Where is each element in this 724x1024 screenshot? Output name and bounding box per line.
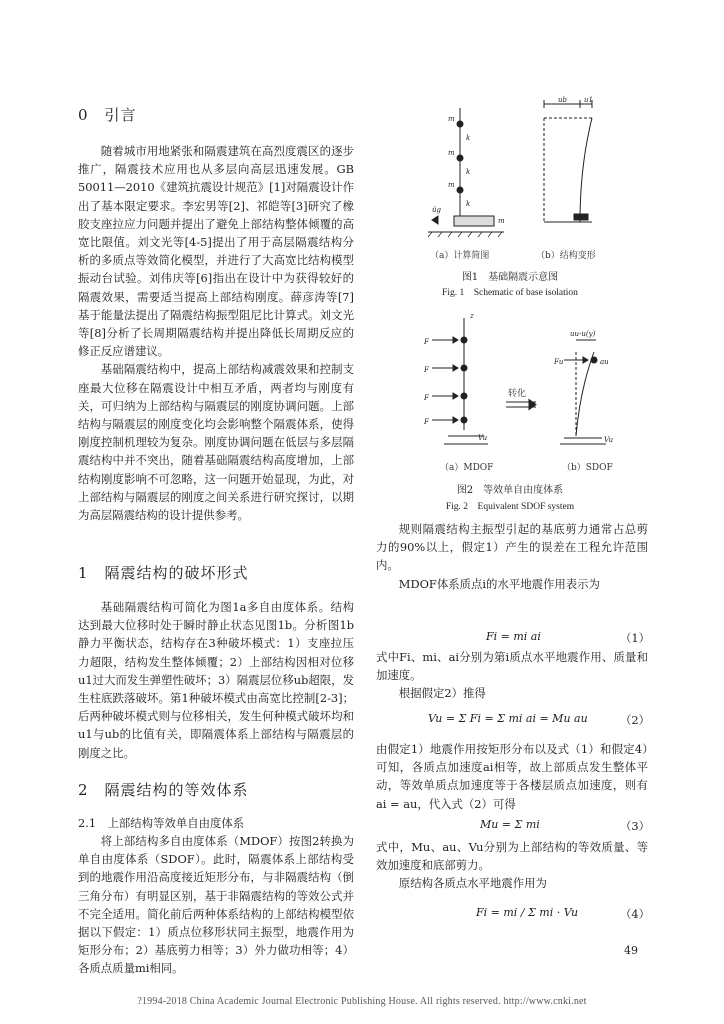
- section-2-paragraph-1: 将上部结构多自由度体系（MDOF）按图2转换为单自由度体系（SDOF）。此时，隔震体系上部结构受到的地震作用沿高度接近矩形分布，与非隔震结构（倒三角分布）有明显区别，基于非隔震结构的等效公式并不完全适用。简化前后两种体系结构的上部结构模型依据以下假定：1）质点位移形状同主振型，地震作用为矩形分布；2）基底剪力相等；3）外力做功相等；4）各质点质量mi相同。: [78, 834, 354, 976]
- svg-text:Vu: Vu: [604, 436, 614, 444]
- figure-2-caption-cn: 图2 等效单自由度体系: [456, 485, 564, 496]
- svg-text:u1: u1: [584, 96, 593, 104]
- intro-paragraph-1: 随着城市用地紧张和隔震建筑在高烈度震区的逐步推广，隔震技术应用也从多层向高层迅速发展。GB 50011—2010《建筑抗震设计规范》[1]对隔震设计作出了基本限定要求。李宏男等[2]、祁皑等[3]研究了橡胶支座拉应力问题并提出了避免上部结构整体倾覆的高宽比限值。刘文光等[4-5]提出了用于高层隔震结构分析的多质点等效简化模型，并进行了大高宽比结构模型振动台试验。刘伟庆等[6]指出在设计中为获得较好的隔震效果，需要适当提高上部结构刚度。薛彦涛等[7]基于能量法提出了隔震结构振型阻尼比计算式。刘文光等[8]分析了长周期隔震结构并提出降低长周期反应的修正反应谱建议。: [78, 144, 354, 359]
- section-1-title: 1 隔震结构的破坏形式: [78, 564, 249, 582]
- equation-3: Mu = Σ mi: [480, 818, 540, 831]
- copyright-footer: ?1994-2018 China Academic Journal Electronic Publishing House. All rights reserved. http://www.cnki.net: [137, 996, 587, 1007]
- section-2-paragraph-5: 根据假定2）推得: [398, 686, 486, 701]
- svg-text:z: z: [470, 312, 474, 320]
- section-1-paragraph: 基础隔震结构可简化为图1a多自由度体系。结构达到最大位移时处于瞬时静止状态见图1b。分析图1b静力平衡状态，结构存在3种破坏模式：1）支座拉压力超限，结构发生整体倾覆；2）上部结构因相对位移u1过大而发生弹塑性破坏；3）隔震层位移ub超限，发生柱底跌落破坏。第1种破坏模式由高宽比控制[2-3]；后两种破坏模式则与位移相关，发生何种模式破坏均和u1与ub的比值有关，即隔震体系上部结构与隔震层的刚度之比。: [78, 600, 354, 760]
- section-2-paragraph-3: MDOF体系质点i的水平地震作用表示为: [398, 576, 600, 591]
- equation-3-number: （3）: [620, 819, 651, 833]
- figure-2-subcaption-a: （a）MDOF: [440, 463, 494, 473]
- svg-text:F: F: [424, 338, 429, 346]
- svg-text:m: m: [498, 217, 505, 225]
- figure-2-caption-en: Fig. 2 Equivalent SDOF system: [445, 502, 575, 512]
- right-column-mid-1: [376, 648, 648, 703]
- figure-1-diagram: [424, 96, 630, 276]
- intro-paragraph-2: 基础隔震结构中，提高上部结构减震效果和控制支座最大位移在隔震设计中相互矛盾，两者均与刚度有关，可归纳为上部结构与隔震层的刚度协调问题。上部结构与隔震层的刚度变化均会影响整个隔震体系，使得刚度控制机理较为复杂。刚度协调问题在低层与多层隔震结构中并不突出，随着基础隔震结构高度增加，上部结构刚度影响不可忽略，这一问题开始显现，为此，对上部结构与隔震层的刚度之间关系进行研究探讨，以期为高层隔震结构的设计提供参考。: [78, 362, 354, 523]
- equation-4: Fi = mi / Σ mi · Vu: [476, 906, 579, 919]
- svg-text:üg: üg: [432, 206, 441, 214]
- svg-text:au: au: [600, 358, 609, 366]
- svg-text:ub: ub: [558, 96, 567, 104]
- equation-4-number: （4）: [620, 907, 651, 921]
- intro-body: [78, 142, 354, 524]
- svg-text:m: m: [448, 181, 455, 189]
- equation-2-number: （2）: [620, 713, 651, 727]
- right-column-mid-2: [376, 740, 648, 813]
- figure-1-caption-cn: 图1 基础隔震示意图: [461, 272, 559, 283]
- figure-2-diagram: [418, 310, 640, 478]
- section-2-paragraph-2: 规则隔震结构主振型引起的基底剪力通常占总剪力的90%以上，假定1）产生的误差在工程允许范围内。: [376, 522, 648, 573]
- svg-text:Vu: Vu: [478, 434, 488, 442]
- svg-text:uu-u(y): uu-u(y): [570, 330, 596, 338]
- equation-1: Fi = mi ai: [486, 630, 541, 643]
- section-2-paragraph-4: 式中Fi、mi、ai分别为第i质点水平地震作用、质量和加速度。: [376, 650, 648, 683]
- figure-1-subcaption-a: （a）计算简图: [430, 251, 490, 261]
- subsection-2-1-title: 2.1 上部结构等效单自由度体系: [78, 816, 245, 830]
- svg-text:k: k: [466, 134, 471, 142]
- figure-2-subcaption-b: （b）SDOF: [562, 463, 613, 473]
- svg-text:F: F: [424, 366, 429, 374]
- figure-1-subcaption-b: （b）结构变形: [536, 251, 596, 261]
- svg-text:m: m: [448, 149, 455, 157]
- svg-text:F: F: [424, 418, 429, 426]
- section-1-body: [78, 598, 354, 762]
- section-0-title: 0 引言: [78, 106, 137, 124]
- right-column-bottom: [376, 838, 648, 893]
- equation-1-number: （1）: [620, 631, 651, 645]
- right-column-top: [376, 520, 648, 593]
- svg-text:k: k: [466, 200, 471, 208]
- svg-text:k: k: [466, 168, 471, 176]
- section-2-title: 2 隔震结构的等效体系: [78, 781, 249, 799]
- svg-text:F: F: [424, 394, 429, 402]
- section-2-paragraph-7: 式中，Mu、au、Vu分别为上部结构的等效质量、等效加速度和底部剪力。: [376, 840, 648, 873]
- section-2-paragraph-6: 由假定1）地震作用按矩形分布以及式（1）和假定4）可知，各质点加速度ai相等，故上部质点发生整体平动，等效单质点加速度等于各楼层质点加速度，则有ai = au，代入式（2）可得: [376, 742, 648, 811]
- page-number: 49: [624, 944, 638, 957]
- svg-text:Fu: Fu: [554, 358, 564, 366]
- figure-2-arrow-label: 转化: [508, 389, 527, 399]
- equation-2: Vu = Σ Fi = Σ mi ai = Mu au: [428, 712, 588, 725]
- section-2-body-left: [78, 832, 354, 976]
- svg-text:m: m: [448, 115, 455, 123]
- figure-1-caption-en: Fig. 1 Schematic of base isolation: [442, 288, 578, 298]
- section-2-paragraph-8: 原结构各质点水平地震作用为: [398, 876, 547, 891]
